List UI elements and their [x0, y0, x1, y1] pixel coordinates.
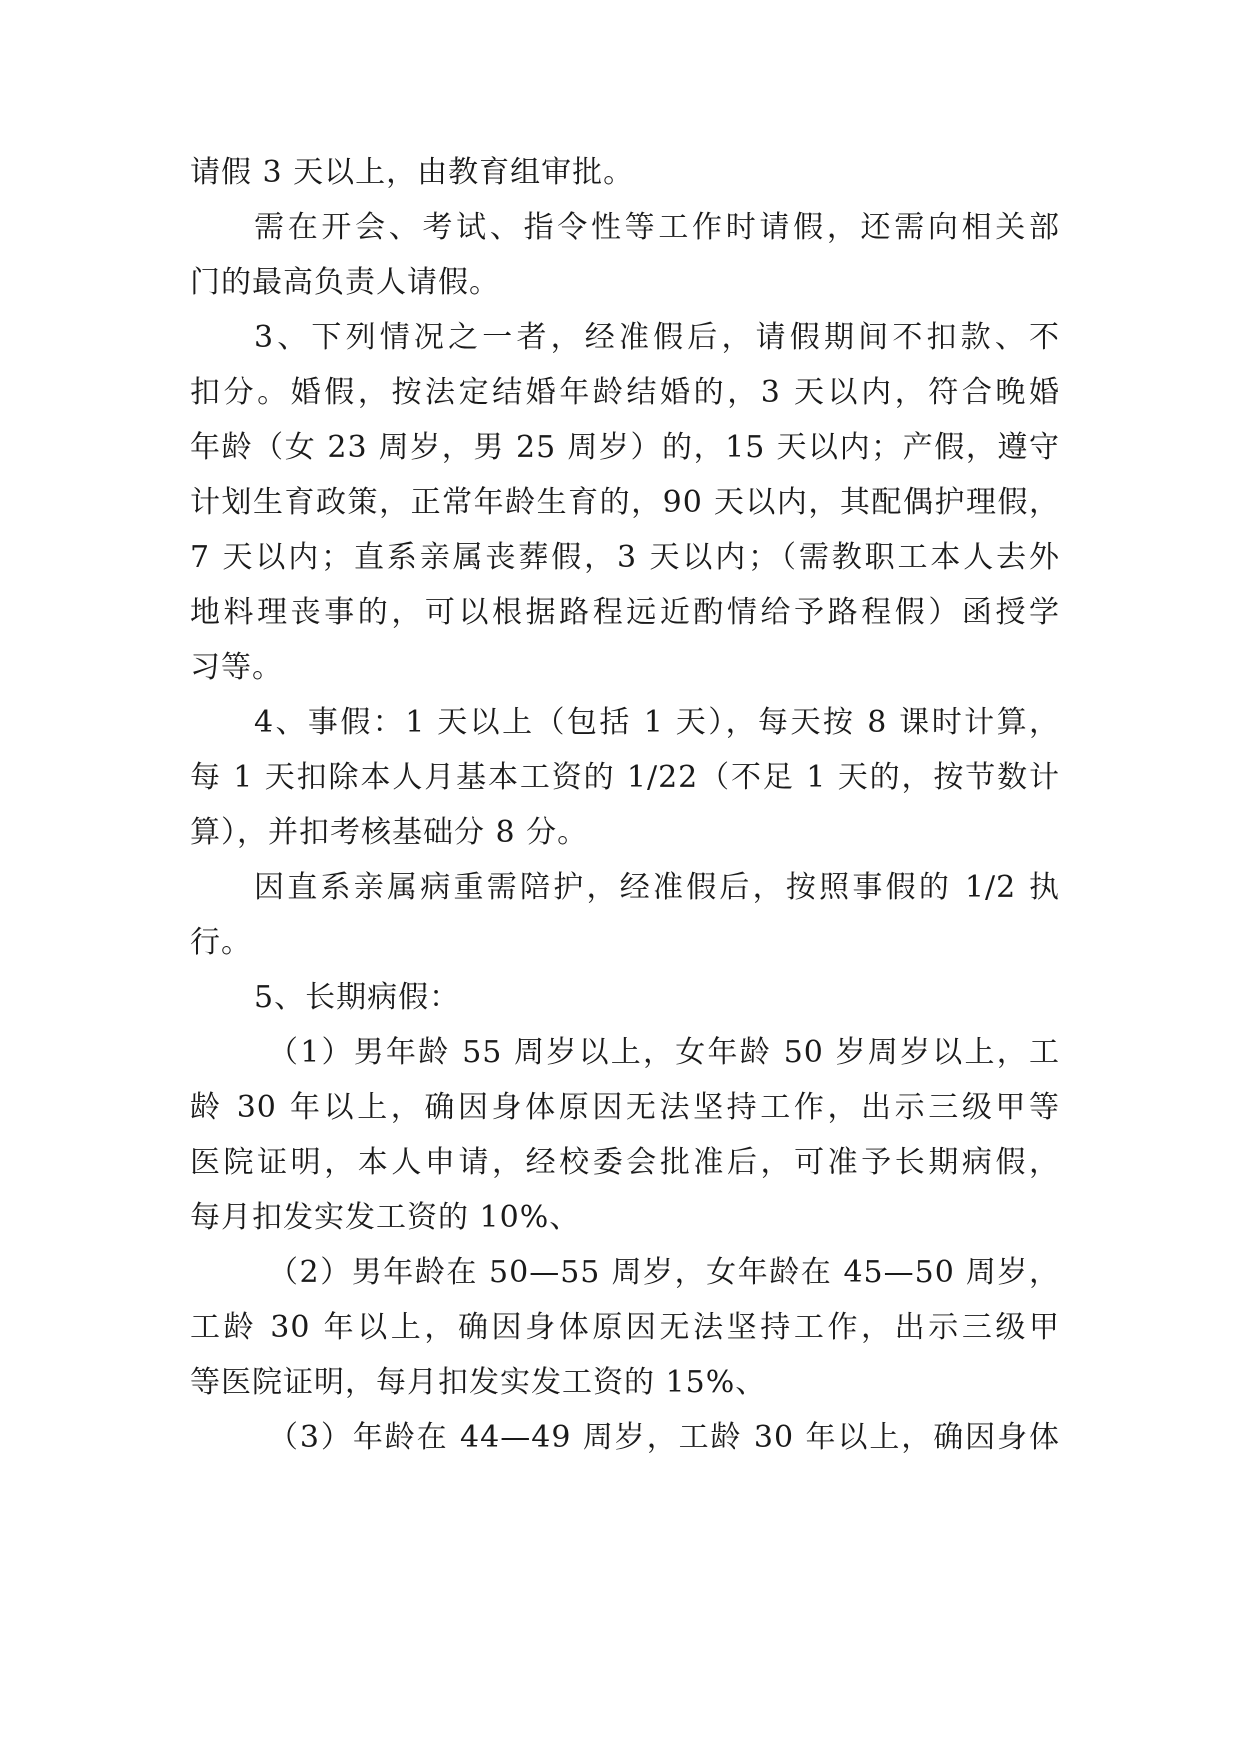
text-line: 地料理丧事的，可以根据路程远近酌情给予路程假）函授学 — [190, 595, 1060, 630]
text-line: 5、长期病假： — [254, 980, 461, 1015]
text-line: 扣分。婚假，按法定结婚年龄结婚的，3 天以内，符合晚婚 — [190, 375, 1060, 410]
text-line: 4、事假：1 天以上（包括 1 天），每天按 8 课时计算， — [254, 705, 1060, 740]
text-line: （2）男年龄在 50—55 周岁，女年龄在 45—50 周岁， — [268, 1255, 1060, 1290]
text-line: 3、下列情况之一者，经准假后，请假期间不扣款、不 — [254, 320, 1060, 355]
text-line: 7 天以内；直系亲属丧葬假，3 天以内；（需教职工本人去外 — [190, 540, 1060, 575]
text-line: 行。 — [190, 925, 252, 960]
text-line: 每 1 天扣除本人月基本工资的 1/22（不足 1 天的，按节数计 — [190, 760, 1060, 795]
text-line: 因直系亲属病重需陪护，经准假后，按照事假的 1/2 执 — [254, 870, 1060, 905]
text-line: 需在开会、考试、指令性等工作时请假，还需向相关部 — [254, 210, 1060, 245]
text-line: （1）男年龄 55 周岁以上，女年龄 50 岁周岁以上，工 — [268, 1035, 1060, 1070]
text-line: 计划生育政策，正常年龄生育的，90 天以内，其配偶护理假， — [190, 485, 1060, 520]
text-line: 算），并扣考核基础分 8 分。 — [190, 815, 589, 850]
text-line: 门的最高负责人请假。 — [190, 265, 500, 300]
text-line: （3）年龄在 44—49 周岁，工龄 30 年以上，确因身体 — [268, 1420, 1060, 1455]
text-line: 工龄 30 年以上，确因身体原因无法坚持工作，出示三级甲 — [190, 1310, 1060, 1345]
text-line: 习等。 — [190, 650, 283, 685]
text-line: 等医院证明，每月扣发实发工资的 15%、 — [190, 1365, 767, 1400]
text-line: 请假 3 天以上，由教育组审批。 — [190, 155, 635, 190]
text-line: 每月扣发实发工资的 10%、 — [190, 1200, 581, 1235]
text-line: 年龄（女 23 周岁，男 25 周岁）的，15 天以内；产假，遵守 — [190, 430, 1060, 465]
text-line: 医院证明，本人申请，经校委会批准后，可准予长期病假， — [190, 1145, 1060, 1180]
text-line: 龄 30 年以上，确因身体原因无法坚持工作，出示三级甲等 — [190, 1090, 1060, 1125]
